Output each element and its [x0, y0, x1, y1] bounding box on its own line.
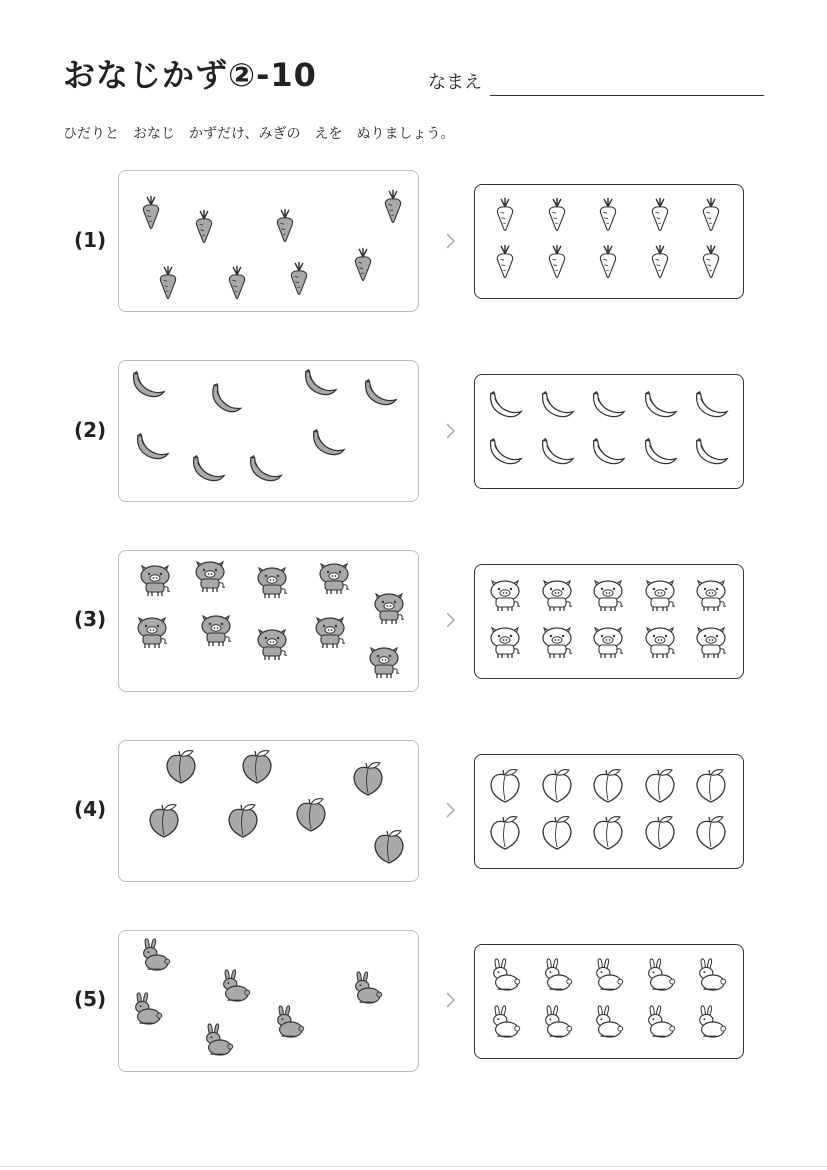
peach-icon [351, 760, 385, 796]
carrot-icon [140, 194, 162, 232]
pig-icon [539, 577, 575, 613]
carrot-icon [649, 243, 671, 281]
chevron-right-icon [442, 992, 458, 1008]
worksheet-title: おなじかず②-10 [63, 56, 317, 94]
banana-icon [693, 437, 729, 467]
chevron-right-icon [442, 423, 458, 439]
banana-icon [362, 378, 398, 408]
problem-label: (1) [74, 228, 107, 252]
banana-icon [642, 437, 678, 467]
rabbit-icon [591, 957, 625, 993]
peach-icon [643, 767, 677, 803]
banana-icon [310, 428, 346, 458]
peach-icon [164, 748, 198, 784]
pig-icon [134, 614, 170, 650]
rabbit-icon [201, 1022, 235, 1058]
carrot-icon [494, 243, 516, 281]
banana-icon [487, 390, 523, 420]
pig-icon [539, 624, 575, 660]
page-bottom-line [0, 1166, 827, 1167]
banana-icon [247, 454, 283, 484]
problem-label: (5) [74, 987, 107, 1011]
rabbit-icon [591, 1004, 625, 1040]
pig-icon [642, 624, 678, 660]
pig-icon [312, 614, 348, 650]
banana-icon [487, 437, 523, 467]
chevron-right-icon [442, 233, 458, 249]
rabbit-icon [488, 957, 522, 993]
peach-icon [240, 748, 274, 784]
rabbit-icon [488, 1004, 522, 1040]
rabbit-icon [643, 957, 677, 993]
peach-icon [226, 802, 260, 838]
pig-icon [137, 562, 173, 598]
banana-icon [590, 390, 626, 420]
carrot-icon [352, 246, 374, 284]
carrot-icon [649, 196, 671, 234]
peach-icon [540, 814, 574, 850]
pig-icon [487, 624, 523, 660]
rabbit-icon [694, 1004, 728, 1040]
pig-icon [198, 612, 234, 648]
banana-icon [539, 437, 575, 467]
banana-icon [206, 381, 247, 417]
peach-icon [294, 796, 328, 832]
pig-icon [590, 624, 626, 660]
peach-icon [488, 814, 522, 850]
problem-label: (3) [74, 607, 107, 631]
instruction-text: ひだりと おなじ かずだけ、みぎの えを ぬりましょう。 [63, 126, 455, 142]
rabbit-icon [272, 1004, 306, 1040]
chevron-right-icon [442, 612, 458, 628]
carrot-icon [382, 188, 404, 226]
carrot-icon [226, 264, 248, 302]
peach-icon [591, 814, 625, 850]
pig-icon [693, 624, 729, 660]
pig-icon [366, 644, 402, 680]
pig-icon [693, 577, 729, 613]
banana-icon [134, 432, 170, 462]
pig-icon [254, 564, 290, 600]
banana-icon [539, 390, 575, 420]
peach-icon [540, 767, 574, 803]
rabbit-icon [540, 957, 574, 993]
banana-icon [693, 390, 729, 420]
carrot-icon [494, 196, 516, 234]
rabbit-icon [218, 968, 252, 1004]
pig-icon [371, 590, 407, 626]
carrot-icon [546, 243, 568, 281]
pig-icon [316, 560, 352, 596]
pig-icon [487, 577, 523, 613]
carrot-icon [700, 243, 722, 281]
peach-icon [488, 767, 522, 803]
carrot-icon [700, 196, 722, 234]
peach-icon [147, 802, 181, 838]
chevron-right-icon [442, 802, 458, 818]
rabbit-icon [643, 1004, 677, 1040]
pig-icon [192, 558, 228, 594]
rabbit-icon [540, 1004, 574, 1040]
carrot-icon [157, 264, 179, 302]
carrot-icon [288, 260, 310, 298]
rabbit-icon [694, 957, 728, 993]
peach-icon [372, 828, 406, 864]
banana-icon [190, 454, 226, 484]
rabbit-icon [130, 991, 164, 1027]
rabbit-icon [350, 970, 384, 1006]
name-label: なまえ [428, 72, 482, 93]
peach-icon [643, 814, 677, 850]
pig-icon [254, 626, 290, 662]
carrot-icon [597, 196, 619, 234]
banana-icon [590, 437, 626, 467]
pig-icon [590, 577, 626, 613]
rabbit-icon [138, 937, 172, 973]
carrot-icon [193, 208, 215, 246]
banana-icon [302, 368, 338, 398]
name-line[interactable] [490, 95, 764, 96]
carrot-icon [546, 196, 568, 234]
problem-label: (4) [74, 797, 107, 821]
pig-icon [642, 577, 678, 613]
problem-label: (2) [74, 418, 107, 442]
peach-icon [694, 767, 728, 803]
carrot-icon [274, 207, 296, 245]
banana-icon [642, 390, 678, 420]
banana-icon [130, 370, 166, 400]
peach-icon [591, 767, 625, 803]
peach-icon [694, 814, 728, 850]
carrot-icon [597, 243, 619, 281]
